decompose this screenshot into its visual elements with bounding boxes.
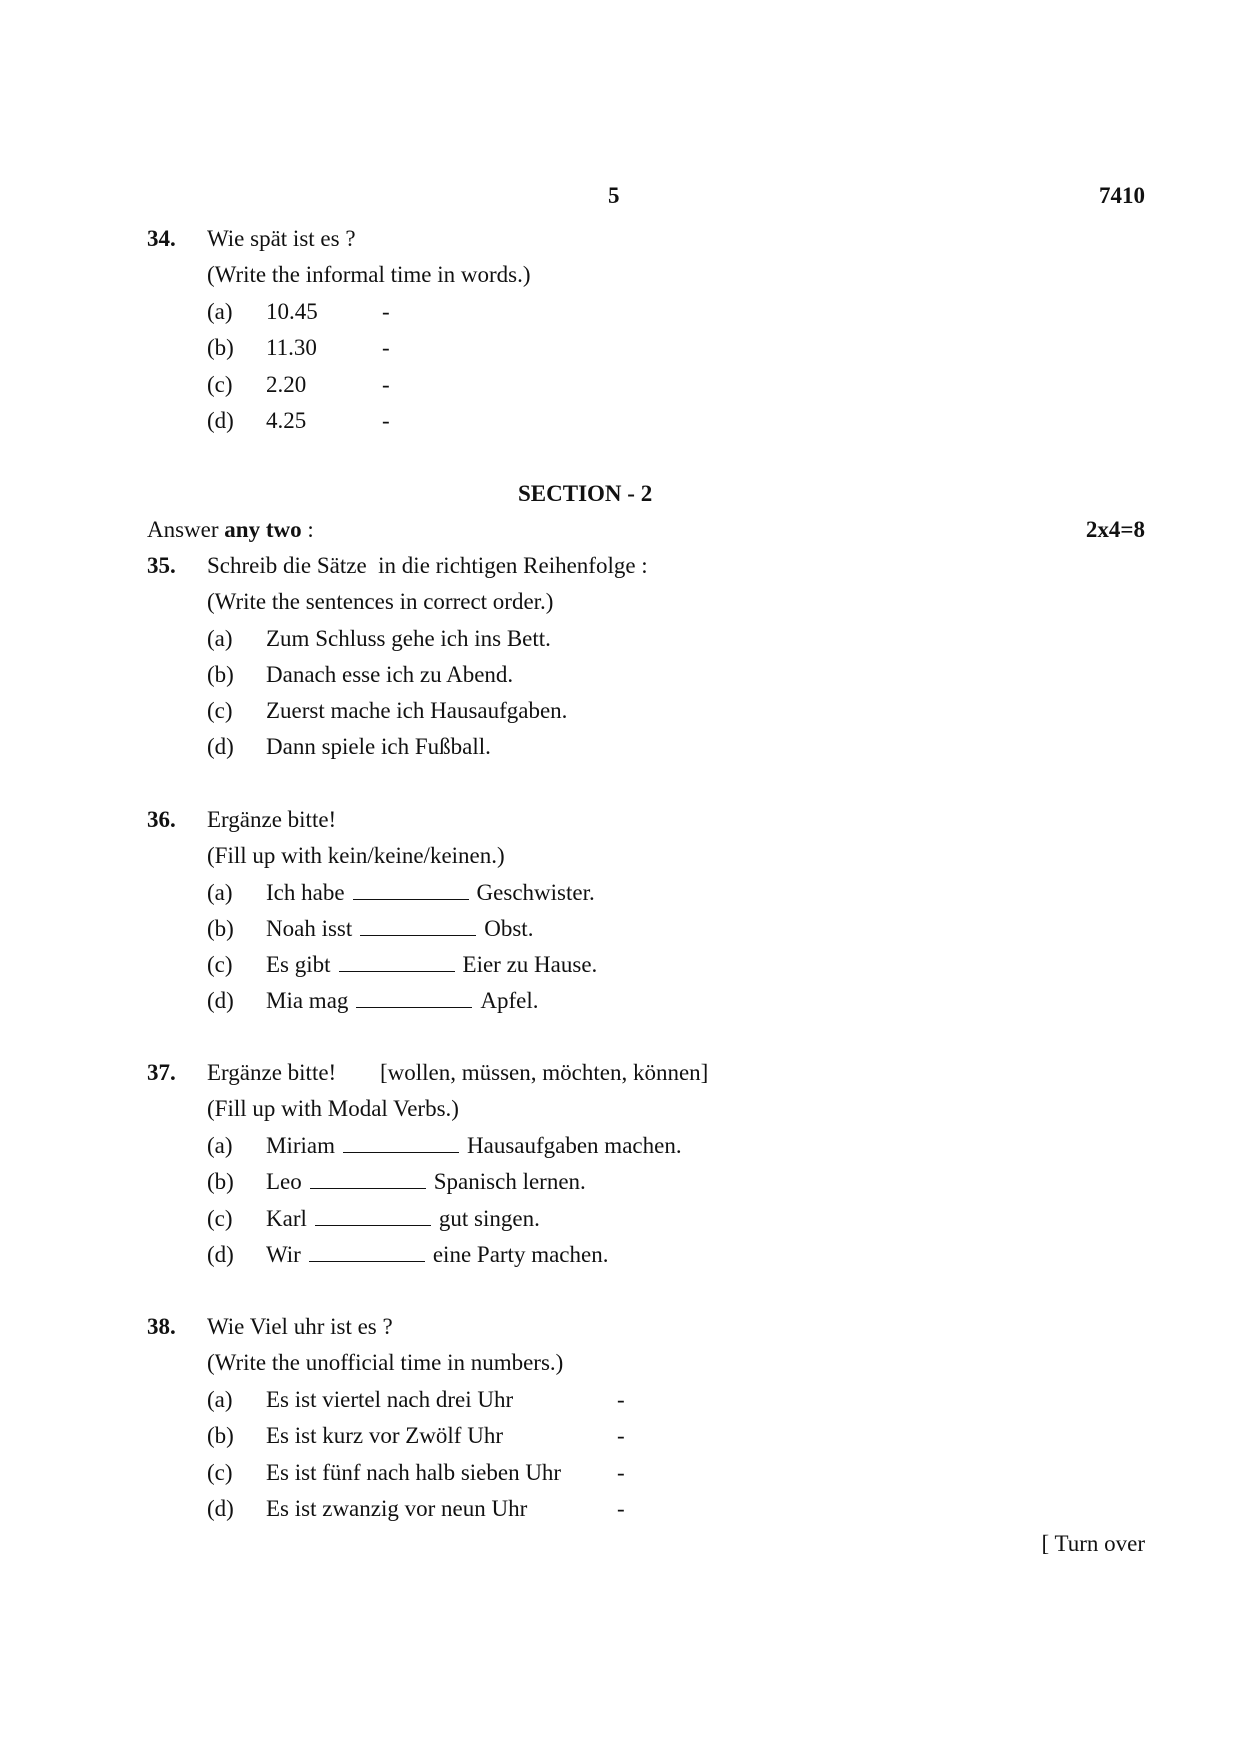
item-label: (d) [207, 408, 234, 433]
item-label: (c) [207, 1206, 233, 1231]
item-label: (b) [207, 1169, 234, 1194]
question-title: Wie spät ist es ? [207, 226, 356, 251]
question-instruction: (Write the informal time in words.) [207, 262, 531, 287]
fill-blank-sentence [266, 1205, 540, 1233]
item-text: Es ist viertel nach drei Uhr [266, 1387, 514, 1412]
answer-dash: - [382, 408, 390, 433]
item-text: Es ist fünf nach halb sieben Uhr [266, 1460, 562, 1485]
item-label: (d) [207, 1242, 234, 1267]
item-text: Zum Schluss gehe ich ins Bett. [266, 626, 551, 651]
sentence-start: Mia mag [266, 988, 349, 1013]
question-title: Ergänze bitte! [207, 1060, 337, 1085]
fill-blank-sentence [266, 951, 597, 979]
sentence-end: Spanisch lernen. [433, 1169, 586, 1194]
item-label: (a) [207, 1387, 233, 1412]
item-text: Dann spiele ich Fußball. [266, 734, 491, 759]
item-label: (d) [207, 734, 234, 759]
answer-emphasis: any two [224, 517, 302, 542]
item-text: Danach esse ich zu Abend. [266, 662, 514, 687]
item-label: (a) [207, 626, 233, 651]
answer-instruction [147, 516, 314, 544]
sentence-start: Ich habe [266, 880, 345, 905]
answer-dash: - [617, 1460, 625, 1485]
item-text: 4.25 [266, 408, 307, 433]
item-label: (d) [207, 1496, 234, 1521]
answer-blank [353, 881, 469, 900]
answer-dash: - [617, 1423, 625, 1448]
answer-dash: - [617, 1387, 625, 1412]
question-number: 37. [147, 1060, 176, 1085]
sentence-end: Eier zu Hause. [462, 952, 598, 977]
question-instruction: (Write the unofficial time in numbers.) [207, 1350, 564, 1375]
item-text: 11.30 [266, 335, 317, 360]
sentence-end: Geschwister. [476, 880, 595, 905]
item-label: (b) [207, 335, 234, 360]
fill-blank-sentence [266, 987, 539, 1015]
word-list: [wollen, müssen, möchten, können] [380, 1060, 709, 1085]
section-marks: 2x4=8 [1085, 517, 1145, 542]
answer-dash: - [382, 299, 390, 324]
item-text: Es ist kurz vor Zwölf Uhr [266, 1423, 503, 1448]
section-title: SECTION - 2 [518, 481, 653, 506]
answer-prefix: Answer [147, 517, 219, 542]
answer-blank [310, 1170, 426, 1189]
item-text: Es ist zwanzig vor neun Uhr [266, 1496, 528, 1521]
sentence-end: Apfel. [480, 988, 539, 1013]
answer-blank [339, 953, 455, 972]
answer-blank [343, 1134, 459, 1153]
item-label: (a) [207, 880, 233, 905]
fill-blank-sentence [266, 1168, 586, 1196]
question-title: Wie Viel uhr ist es ? [207, 1314, 393, 1339]
answer-blank [309, 1243, 425, 1262]
question-number: 34. [147, 226, 176, 251]
item-label: (d) [207, 988, 234, 1013]
question-instruction: (Write the sentences in correct order.) [207, 589, 554, 614]
answer-blank [360, 917, 476, 936]
item-text: 2.20 [266, 372, 307, 397]
question-instruction: (Fill up with kein/keine/keinen.) [207, 843, 505, 868]
paper-code: 7410 [1099, 183, 1145, 208]
sentence-start: Karl [266, 1206, 307, 1231]
answer-dash: - [382, 335, 390, 360]
fill-blank-sentence [266, 1132, 682, 1160]
question-number: 35. [147, 553, 176, 578]
sentence-end: gut singen. [438, 1206, 540, 1231]
fill-blank-sentence [266, 1241, 608, 1269]
item-label: (c) [207, 952, 233, 977]
item-text: 10.45 [266, 299, 318, 324]
question-number: 38. [147, 1314, 176, 1339]
answer-dash: - [382, 372, 390, 397]
sentence-start: Wir [266, 1242, 301, 1267]
sentence-start: Es gibt [266, 952, 331, 977]
item-label: (c) [207, 1460, 233, 1485]
answer-dash: - [617, 1496, 625, 1521]
sentence-start: Miriam [266, 1133, 335, 1158]
fill-blank-sentence [266, 879, 595, 907]
answer-suffix: : [307, 517, 314, 542]
item-label: (a) [207, 299, 233, 324]
question-title: Schreib die Sätze in die richtigen Reihenfolge : [207, 553, 648, 578]
fill-blank-sentence [266, 915, 533, 943]
item-label: (c) [207, 372, 233, 397]
sentence-end: Hausaufgaben machen. [467, 1133, 682, 1158]
sentence-start: Noah isst [266, 916, 353, 941]
sentence-end: Obst. [484, 916, 534, 941]
page-number: 5 [608, 183, 620, 208]
item-label: (c) [207, 698, 233, 723]
question-instruction: (Fill up with Modal Verbs.) [207, 1096, 459, 1121]
answer-blank [356, 989, 472, 1008]
item-label: (b) [207, 916, 234, 941]
item-label: (b) [207, 662, 234, 687]
sentence-start: Leo [266, 1169, 302, 1194]
sentence-end: eine Party machen. [432, 1242, 609, 1267]
item-label: (b) [207, 1423, 234, 1448]
item-text: Zuerst mache ich Hausaufgaben. [266, 698, 568, 723]
turn-over-note: [ Turn over [1041, 1531, 1145, 1556]
question-number: 36. [147, 807, 176, 832]
question-title: Ergänze bitte! [207, 807, 337, 832]
answer-blank [315, 1207, 431, 1226]
item-label: (a) [207, 1133, 233, 1158]
